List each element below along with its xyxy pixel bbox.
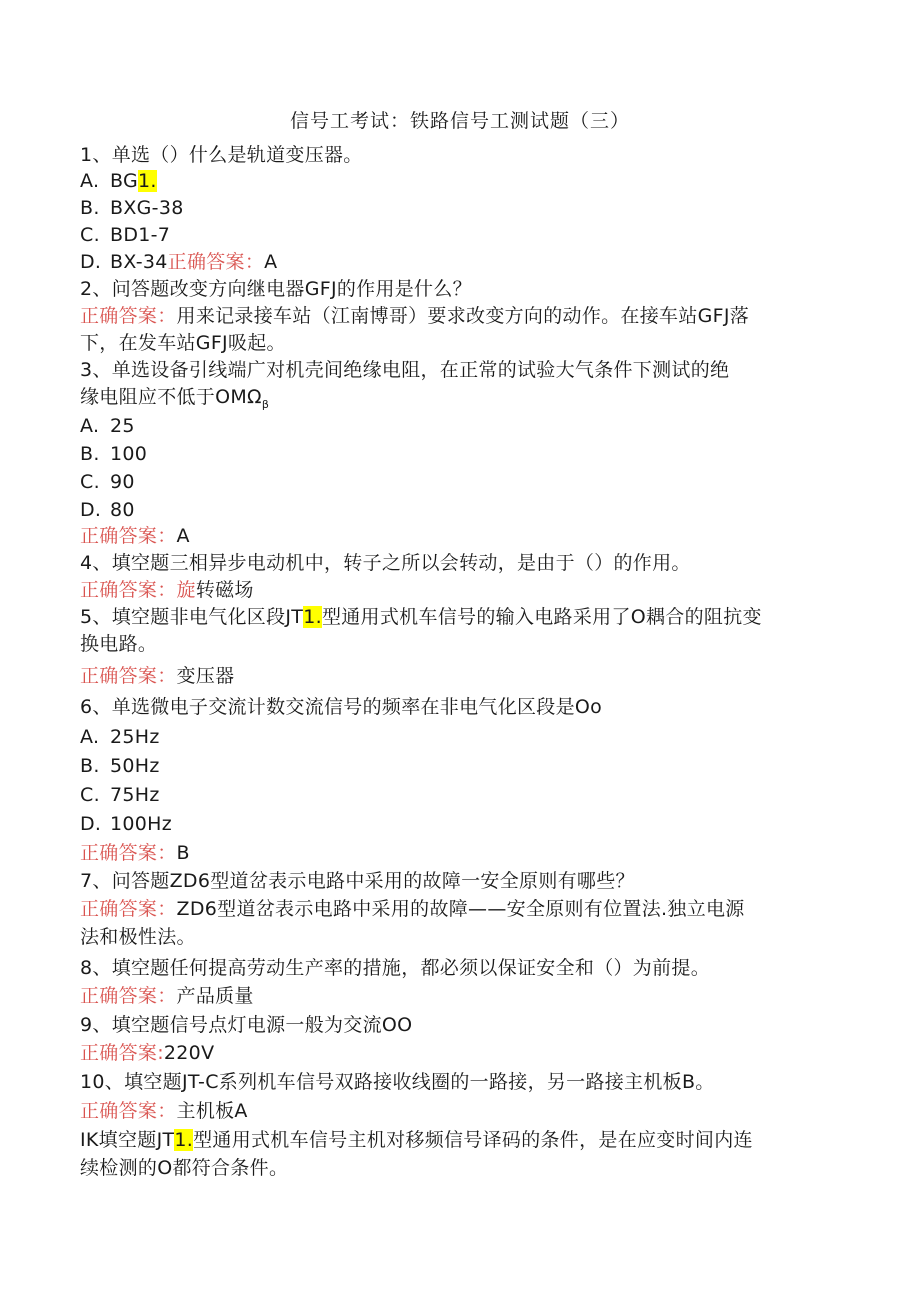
- line-text: 25Hz: [110, 726, 160, 748]
- answer-label: 正确答案：: [80, 842, 177, 864]
- option-key: D.: [80, 813, 102, 835]
- option-key: C.: [80, 784, 100, 806]
- line-q9ans: [80, 1040, 214, 1067]
- line-q4ans: [80, 577, 254, 604]
- line-text: BG: [110, 170, 139, 192]
- line-text: 80: [110, 499, 135, 521]
- line-q7ans1: [80, 896, 745, 923]
- line-q1: [80, 142, 363, 169]
- line-q3d: [80, 497, 135, 524]
- option-key: B.: [80, 443, 100, 465]
- answer-label: 正确答案:: [80, 1042, 164, 1064]
- option-key: A.: [80, 726, 100, 748]
- line-text: A: [176, 525, 190, 547]
- line-text: 100Hz: [110, 813, 173, 835]
- line-q1d: [80, 249, 277, 276]
- line-text: 3、单选设备引线端广对机壳间绝缘电阻，在正常的试验大气条件下测试的绝: [80, 359, 730, 381]
- line-text: 型通用式机车信号主机对移频信号译码的条件，是在应变时间内连: [193, 1129, 753, 1151]
- line-q11a: [80, 1127, 753, 1154]
- subscript-mark: β: [261, 397, 270, 411]
- line-text: 220V: [163, 1042, 215, 1064]
- highlight-mark: 1.: [303, 606, 322, 628]
- line-text: 7、问答题ZD6型道岔表示电路中采用的故障一安全原则有哪些？: [80, 870, 635, 892]
- line-text: 50Hz: [110, 755, 160, 777]
- answer-label: 正确答案：: [167, 251, 265, 273]
- line-text: 10、填空题JT-C系列机车信号双路接收线圈的一路接，另一路接主机板B。: [80, 1071, 715, 1093]
- line-q4: [80, 550, 691, 577]
- line-q7: [80, 868, 635, 895]
- answer-label: 正确答案：: [80, 1100, 177, 1122]
- line-text: 转磁场: [195, 579, 254, 601]
- line-text: 1、单选（）什么是轨道变压器。: [80, 144, 363, 166]
- answer-label: 正确答案：: [80, 525, 177, 547]
- line-q5b: [80, 631, 157, 658]
- line-text: ZD6型道岔表示电路中采用的故障——安全原则有位置法.独立电源: [176, 898, 745, 920]
- line-q5ans: [80, 663, 234, 690]
- line-q1c: [80, 222, 170, 249]
- line-q1a: [80, 168, 157, 195]
- line-text: 主机板A: [176, 1100, 248, 1122]
- line-q3ans: [80, 523, 190, 550]
- line-text: IK填空题JT: [80, 1129, 175, 1151]
- line-q2ans1: [80, 303, 749, 330]
- line-q6: [80, 694, 602, 721]
- line-text: BX-34: [110, 251, 168, 273]
- line-text: 9、填空题信号点灯电源一般为交流OO: [80, 1014, 413, 1036]
- line-q11b: [80, 1155, 288, 1182]
- line-text: 缘电阻应不低于OMΩ: [80, 386, 262, 408]
- highlight-mark: 1.: [174, 1129, 194, 1151]
- line-q2: [80, 276, 472, 303]
- option-key: A.: [80, 415, 100, 437]
- line-text: 8、填空题任何提高劳动生产率的措施，都必须以保证安全和（）为前提。: [80, 957, 710, 979]
- line-q8ans: [80, 983, 254, 1010]
- line-q9: [80, 1012, 412, 1039]
- line-q3c: [80, 469, 135, 496]
- line-q6b: [80, 753, 160, 780]
- line-q10: [80, 1069, 715, 1096]
- line-q6a: [80, 724, 160, 751]
- line-q8: [80, 955, 710, 982]
- option-key: B.: [80, 755, 100, 777]
- option-key: B.: [80, 197, 100, 219]
- line-q1b: [80, 195, 184, 222]
- line-text: 90: [110, 471, 135, 493]
- line-text: 变压器: [176, 665, 235, 687]
- line-text: 100: [110, 443, 148, 465]
- answer-label: 正确答案：: [80, 665, 177, 687]
- line-text: 2、问答题改变方向继电器GFJ的作用是什么？: [80, 278, 472, 300]
- line-q3a1: [80, 357, 729, 384]
- line-text: 用来记录接车站（江南博哥）要求改变方向的动作。在接车站GFJ落: [176, 305, 750, 327]
- option-key: C.: [80, 471, 100, 493]
- line-text: BD1-7: [110, 224, 171, 246]
- line-text: 换电路。: [80, 633, 158, 655]
- line-text: 产品质量: [176, 985, 254, 1007]
- line-q6c: [80, 782, 160, 809]
- option-key: A.: [80, 170, 100, 192]
- line-text: 型通用式机车信号的输入电路采用了O耦合的阻抗变: [321, 606, 762, 628]
- answer-label: 正确答案：旋: [80, 579, 196, 601]
- page-title: 信号工考试：铁路信号工测试题（三）: [289, 110, 630, 132]
- line-q2ans2: [80, 330, 286, 357]
- line-text: 25: [110, 415, 135, 437]
- line-q7ans2: [80, 924, 196, 951]
- line-text: B: [176, 842, 190, 864]
- line-q10ans: [80, 1098, 248, 1125]
- line-text: 75Hz: [110, 784, 160, 806]
- highlight-mark: 1.: [138, 170, 157, 192]
- line-text: BXG-38: [110, 197, 184, 219]
- option-key: D.: [80, 499, 102, 521]
- line-text: 下，在发车站GFJ吸起。: [80, 332, 286, 354]
- line-text: 4、填空题三相异步电动机中，转子之所以会转动，是由于（）的作用。: [80, 552, 691, 574]
- option-key: D.: [80, 251, 102, 273]
- option-key: C.: [80, 224, 100, 246]
- line-text: 5、填空题非电气化区段JT: [80, 606, 304, 628]
- line-q6d: [80, 811, 172, 838]
- line-text: 法和极性法。: [80, 926, 196, 948]
- line-text: A: [264, 251, 278, 273]
- line-text: 续检测的O都符合条件。: [80, 1157, 289, 1179]
- line-q6ans: [80, 840, 190, 867]
- line-text: 6、单选微电子交流计数交流信号的频率在非电气化区段是Oo: [80, 696, 603, 718]
- answer-label: 正确答案：: [80, 898, 177, 920]
- answer-label: 正确答案：: [80, 305, 177, 327]
- line-q5a: [80, 604, 762, 631]
- line-q3a: [80, 413, 135, 440]
- answer-label: 正确答案：: [80, 985, 177, 1007]
- line-q3b: [80, 441, 147, 468]
